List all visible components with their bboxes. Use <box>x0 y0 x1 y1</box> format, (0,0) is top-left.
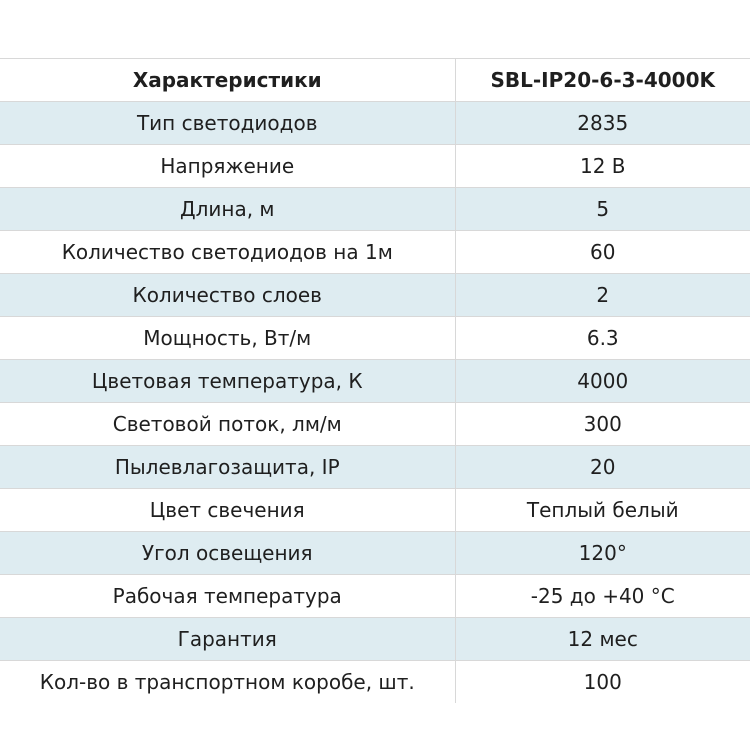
spec-name: Напряжение <box>0 145 455 188</box>
spec-name: Цветовая температура, К <box>0 360 455 403</box>
spec-value: 6.3 <box>455 317 750 360</box>
spec-value: 20 <box>455 446 750 489</box>
spec-name: Цвет свечения <box>0 489 455 532</box>
spec-value: 2 <box>455 274 750 317</box>
spec-name: Длина, м <box>0 188 455 231</box>
spec-value: 12 мес <box>455 618 750 661</box>
header-characteristics: Характеристики <box>0 59 455 102</box>
spec-value: 60 <box>455 231 750 274</box>
header-model: SBL-IP20-6-3-4000K <box>455 59 750 102</box>
spec-value: 12 В <box>455 145 750 188</box>
table-row <box>0 102 750 145</box>
spec-name: Гарантия <box>0 618 455 661</box>
spec-value: Теплый белый <box>455 489 750 532</box>
table-row <box>0 575 750 618</box>
table-row <box>0 188 750 231</box>
spec-name: Количество светодиодов на 1м <box>0 231 455 274</box>
table-row <box>0 618 750 661</box>
table-row <box>0 403 750 446</box>
table-row <box>0 532 750 575</box>
spec-name: Угол освещения <box>0 532 455 575</box>
spec-value: 2835 <box>455 102 750 145</box>
table-row <box>0 360 750 403</box>
spec-name: Рабочая температура <box>0 575 455 618</box>
spec-name: Мощность, Вт/м <box>0 317 455 360</box>
table-row <box>0 661 750 704</box>
spec-name: Световой поток, лм/м <box>0 403 455 446</box>
table-row <box>0 274 750 317</box>
spec-name: Тип светодиодов <box>0 102 455 145</box>
spec-value: 5 <box>455 188 750 231</box>
table-row <box>0 317 750 360</box>
spec-name: Пылевлагозащита, IP <box>0 446 455 489</box>
spec-value: 300 <box>455 403 750 446</box>
header-row <box>0 59 750 102</box>
table-row <box>0 446 750 489</box>
table-row <box>0 145 750 188</box>
spec-name: Кол-во в транспортном коробе, шт. <box>0 661 455 704</box>
specs-table <box>0 58 750 703</box>
spec-value: 120° <box>455 532 750 575</box>
spec-value: 100 <box>455 661 750 704</box>
table-row <box>0 231 750 274</box>
spec-value: 4000 <box>455 360 750 403</box>
spec-name: Количество слоев <box>0 274 455 317</box>
table-row <box>0 489 750 532</box>
specs-table-container <box>0 58 750 703</box>
spec-value: -25 до +40 °C <box>455 575 750 618</box>
